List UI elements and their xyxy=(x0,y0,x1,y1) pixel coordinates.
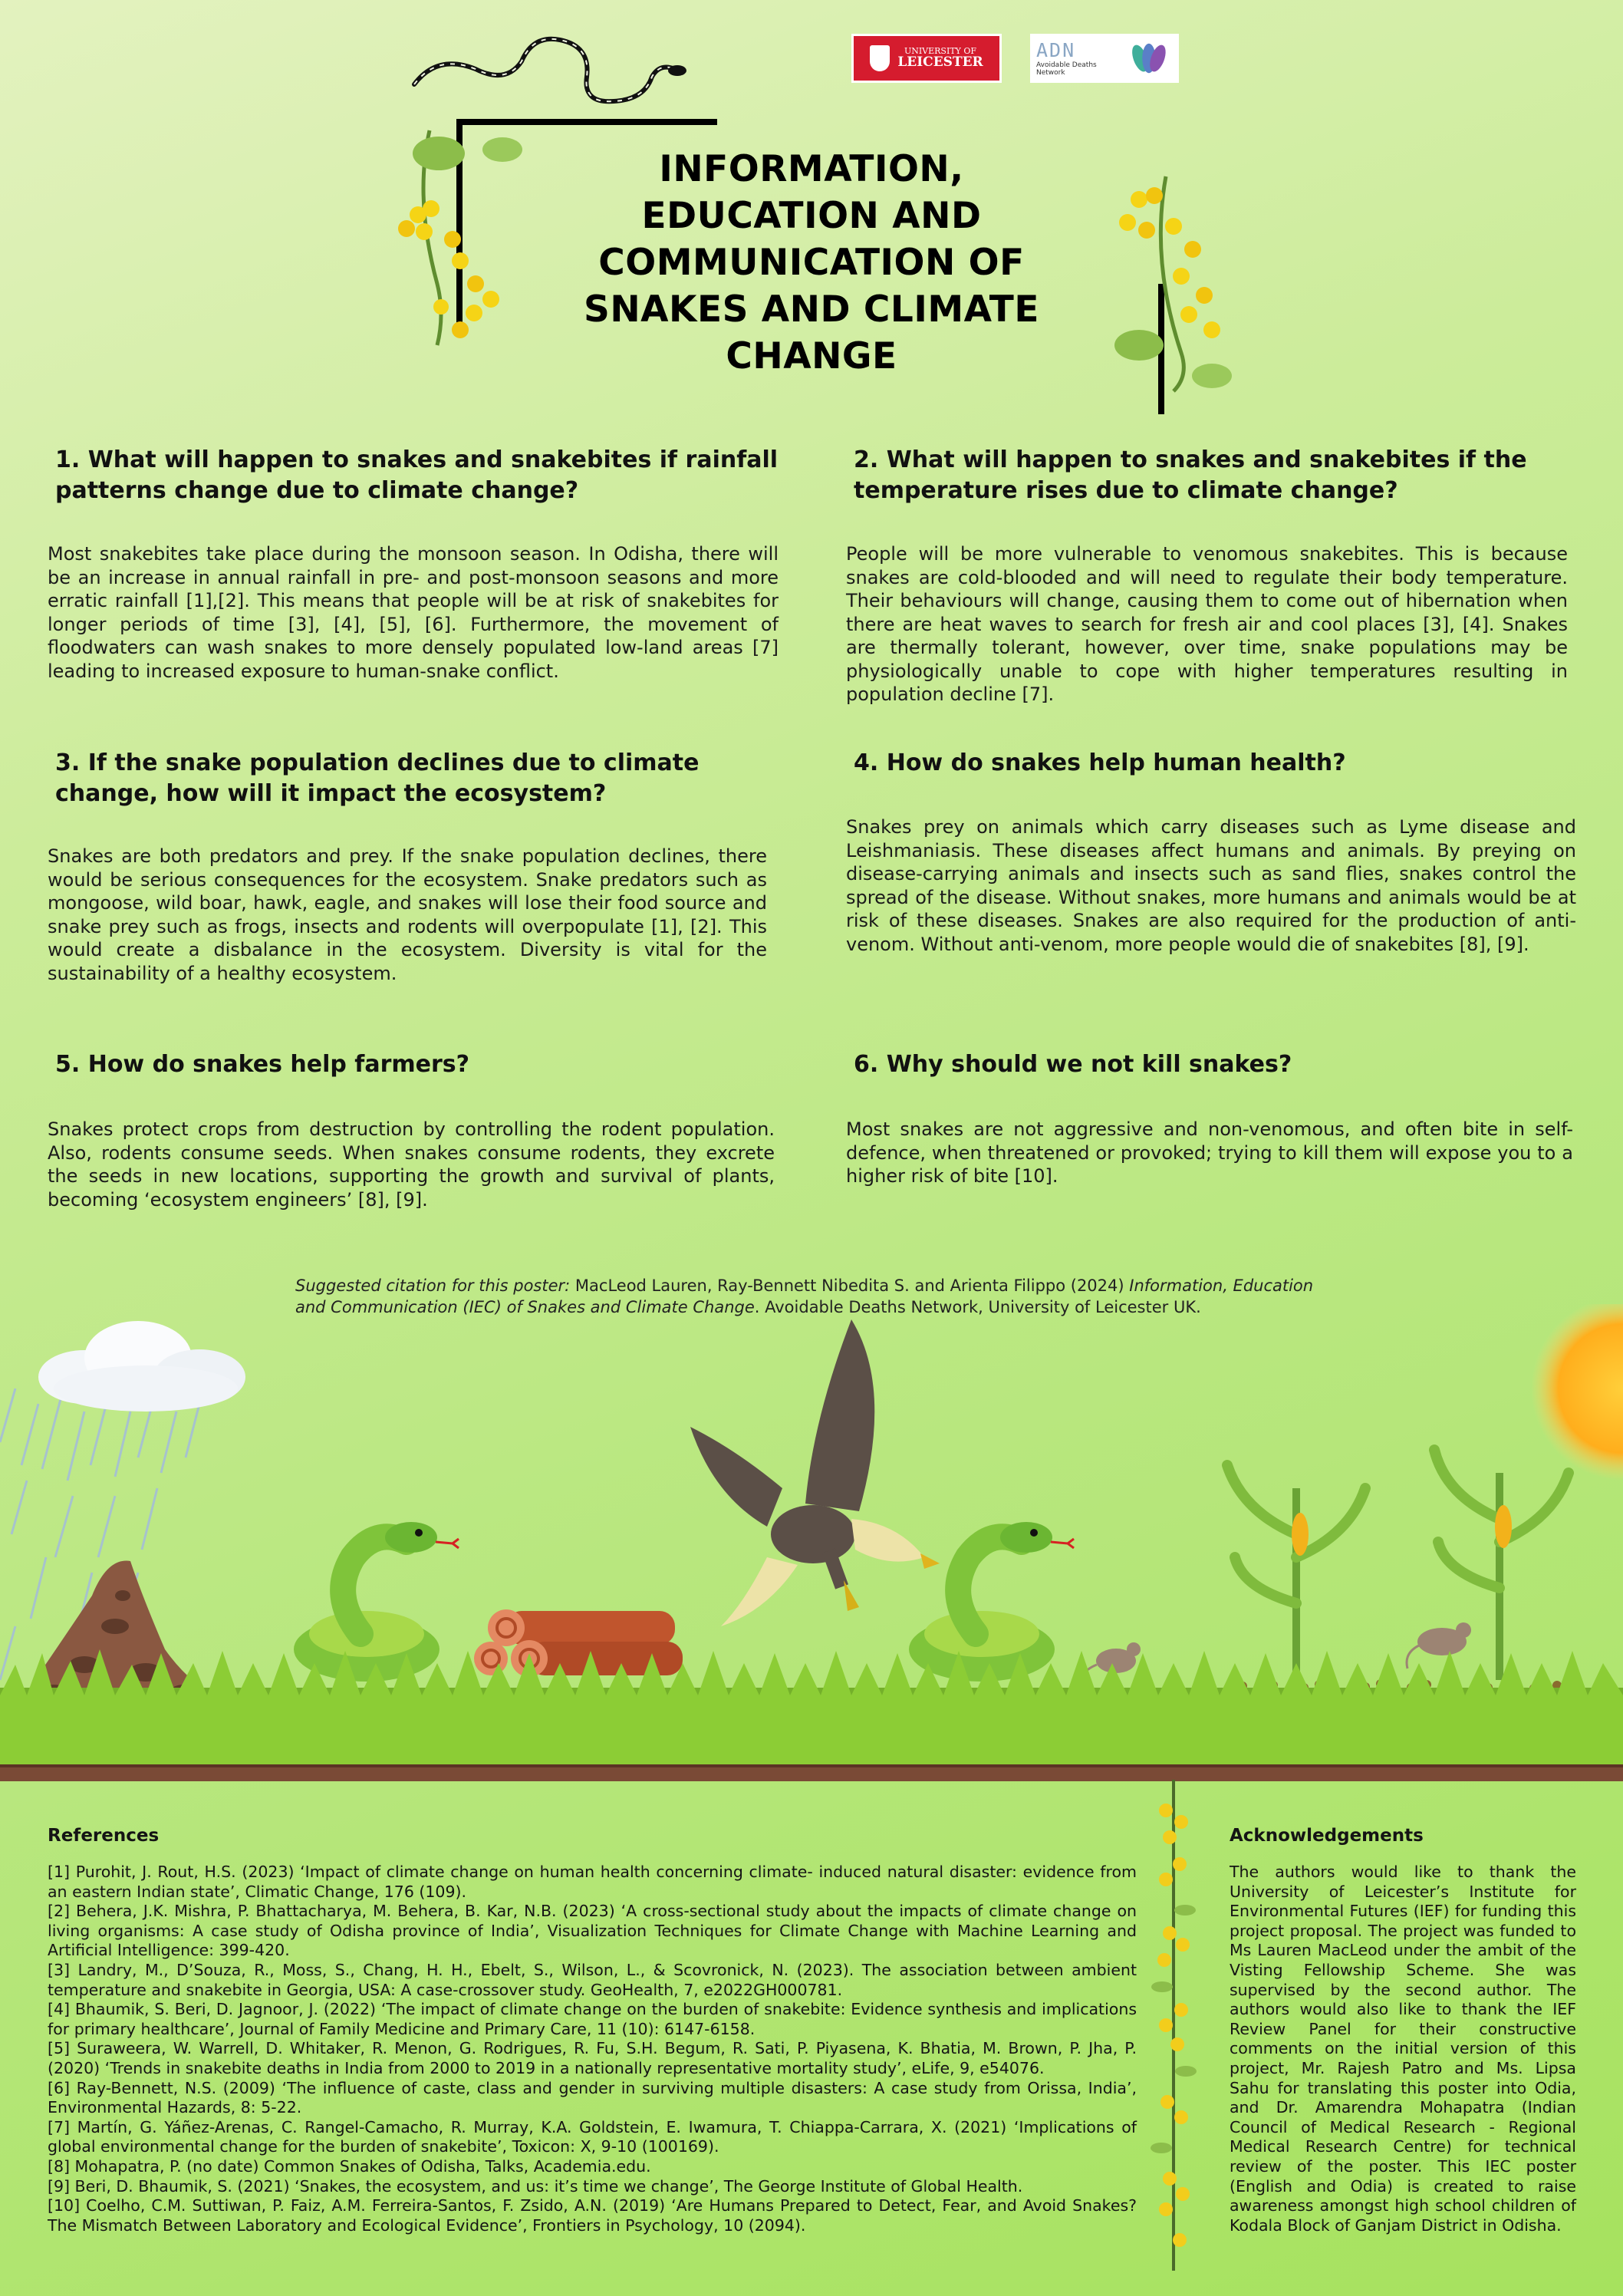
sun-icon xyxy=(1531,1304,1623,1481)
eagle-icon xyxy=(690,1319,940,1626)
green-snake-icon xyxy=(909,1522,1074,1682)
ecosystem-scene xyxy=(0,1304,1623,1795)
reference-item: [7] Martín, G. Yáñez-Arenas, C. Rangel-Camacho, R. Murray, K.A. Goldstein, E. Iwamura, T. Chiappa-Carrara, X. (2021) ‘Implications of global environmental change for the burden of snakebite’, Toxicon: X, 9-10 (100169). xyxy=(48,2117,1137,2156)
reference-item: [5] Suraweera, W. Warrell, D. Whitaker, R. Menon, G. Rodrigues, R. Fu, S.H. Begum, R. Sati, P. Piyasena, K. Bhatia, M. Brown, P. Jha, P. (2020) ‘Trends in snakebite deaths in India from 2000 to 2019 in a nationally representative mortality study’, eLife, 9, e54076. xyxy=(48,2039,1137,2077)
adn-logo-subtitle: Avoidable Deaths Network xyxy=(1036,61,1097,77)
question-2-body: People will be more vulnerable to venomous snakebites. This is because snakes are cold-blooded and will need to regulate their body temperature. Their behaviours will change, causing them to come out of hibernation when there are heat waves to search for fresh air and cool places [3], [4]. Snakes are thermally tolerant, however, over time, snake populations may be physiologically unable to cope with higher temperatures resulting in population decline [7]. xyxy=(846,543,1568,705)
question-5-heading: 5. How do snakes help farmers? xyxy=(55,1051,470,1078)
citation-work-title: Information, Education and Communication (IEC) of Snakes and Climate Change xyxy=(295,1276,1314,1316)
references-title: References xyxy=(48,1826,160,1846)
citation-source: . Avoidable Deaths Network, University of Leicester UK. xyxy=(754,1298,1201,1316)
citation-authors: MacLeod Lauren, Ray-Bennett Nibedita S. and Arienta Filippo (2024) xyxy=(570,1276,1130,1295)
reference-item: [9] Beri, D. Bhaumik, S. (2021) ‘Snakes, the ecosystem, and us: it’s time we change’, The George Institute of Global Health. xyxy=(48,2176,1023,2196)
leicester-logo-line1: UNIVERSITY OF xyxy=(904,46,977,57)
question-3-heading: 3. If the snake population declines due to climate change, how will it impact the ecosystem? xyxy=(55,749,700,807)
snake-outline-icon xyxy=(414,39,686,101)
adn-logo-letters: ADN xyxy=(1036,38,1076,61)
reference-item: [4] Bhaumik, S. Beri, D. Jagnoor, J. (2022) ‘The impact of climate change on the burden of snakebite: Evidence synthesis and implications for primary healthcare’, Journal of Family Medicine and Primary Care, 11 (10): 6147-6158. xyxy=(48,2000,1137,2038)
poster-title: INFORMATION, EDUCATION AND COMMUNICATION OF SNAKES AND CLIMATE CHANGE xyxy=(584,148,1039,377)
reference-item: [2] Behera, J.K. Mishra, P. Bhattacharya, M. Behera, B. Kar, N.B. (2023) ‘A cross-sectional study about the impacts of climate change on living organisms: A case study of Odisha province of India’, Visualization Techniques for Climate Change with Machine Learning and Artificial Intelligence: 399-420. xyxy=(48,1902,1137,1960)
question-2-heading: 2. What will happen to snakes and snakebites if the temperature rises due to climate change? xyxy=(854,446,1527,504)
question-1-body: Most snakebites take place during the monsoon season. In Odisha, there will be an increase in annual rainfall in pre- and post-monsoon seasons and more erratic rainfall [1],[2]. This means that people will be at risk of snakebites for longer periods of time [3], [4], [5], [6]. Furthermore, the movement of floodwaters can wash snakes to more densely populated low-land areas [7] leading to increased exposure to human-snake conflict. xyxy=(48,543,779,682)
question-3-body: Snakes are both predators and prey. If the snake population declines, there would be serious consequences for the ecosystem. Snake predators such as mongoose, wild boar, hawk, eagle, and snakes will lose their food source and snake prey such as frogs, insects and rodents will overpopulate [1], [2]. This would create a disbalance in the ecosystem. Diversity is vital for the sustainability of a healthy ecosystem. xyxy=(48,845,767,984)
reference-item: [3] Landry, M., D’Souza, R., Moss, S., Chang, H. H., Ebelt, S., Wilson, L., & Scovronick, N. (2023). The association between ambient temperature and snakebite in Georgia, USA: A case-crossover study. GeoHealth, 7, e2022GH000781. xyxy=(48,1960,1137,1999)
question-6-body: Most snakes are not aggressive and non-venomous, and often bite in self-defence, when threatened or provoked; trying to kill them will expose you to a higher risk of bite [10]. xyxy=(846,1118,1573,1187)
question-6-heading: 6. Why should we not kill snakes? xyxy=(854,1051,1292,1078)
question-4-body: Snakes prey on animals which carry diseases such as Lyme disease and Leishmaniasis. These diseases affect humans and animals. By preying on disease-carrying animals and insects such as sand flies, snakes control the spread of the disease. Without snakes, more humans and animals would be at risk of these diseases. Snakes are also required for the production of anti-venom. Without anti-venom, more people would die of snakebites [8], [9]. xyxy=(846,816,1576,955)
rodent-icon xyxy=(1407,1622,1471,1668)
leicester-logo-line2: LEICESTER xyxy=(897,54,983,70)
reference-item: [6] Ray-Bennett, N.S. (2009) ‘The influence of caste, class and gender in surviving multiple disasters: A case study from Orissa, India’, Environmental Hazards, 8: 5-22. xyxy=(48,2078,1137,2117)
acknowledgements-text: The authors would like to thank the University of Leicester’s Institute for Environmental Futures (IEF) for funding this project proposal. The project was funded to Ms Lauren MacLeod under the ambit of the Visting Fellowship Scheme. She was supervised by the second author. The authors would also like to thank the IEF Review Panel for their constructive comments on the initial version of this project, Mr. Rajesh Patro and Ms. Lipsa Sahu for translating this poster into Odia, and Dr. Amarendra Mohapatra (Indian Council of Medical Research - Regional Medical Research Centre) for technical review of the poster. This IEC poster (English and Odia) is created to raise awareness amongst high school children of Kodala Block of Ganjam District in Odisha. xyxy=(1230,1863,1576,2235)
reference-item: [1] Purohit, J. Rout, H.S. (2023) ‘Impact of climate change on human health concerning climate- induced natural disaster: evidence from an eastern Indian state’, Climatic Change, 176 (109). xyxy=(48,1863,1137,1901)
references-list xyxy=(48,1863,1137,2235)
green-snake-icon xyxy=(294,1522,459,1682)
frame-top-line xyxy=(456,119,717,125)
acknowledgements-title: Acknowledgements xyxy=(1230,1826,1424,1846)
reference-item: [10] Coelho, C.M. Suttiwan, P. Faiz, A.M. Ferreira-Santos, F. Zsido, A.N. (2019) ‘Are Humans Prepared to Detect, Fear, and Avoid Snakes? The Mismatch Between Laboratory and Ecological Evidence’, Frontiers in Psychology, 10 (2094). xyxy=(48,2196,1137,2235)
corn-plant-icon xyxy=(1227,1465,1365,1688)
question-4-heading: 4. How do snakes help human health? xyxy=(854,749,1346,776)
flower-branch-right-icon xyxy=(1114,176,1232,391)
citation-label: Suggested citation for this poster: xyxy=(295,1276,571,1295)
reference-item: [8] Mohapatra, P. (no date) Common Snakes of Odisha, Talks, Academia.edu. xyxy=(48,2156,651,2176)
flower-vine-divider-icon xyxy=(1143,1780,1204,2271)
question-5-body: Snakes protect crops from destruction by controlling the rodent population. Also, rodents consume seeds. When snakes consume rodents, they excrete the seeds in new locations, supporting the growth and survival of plants, becoming ‘ecosystem engineers’ [8], [9]. xyxy=(48,1118,775,1211)
question-1-heading: 1. What will happen to snakes and snakebites if rainfall patterns change due to climate change? xyxy=(55,446,779,504)
